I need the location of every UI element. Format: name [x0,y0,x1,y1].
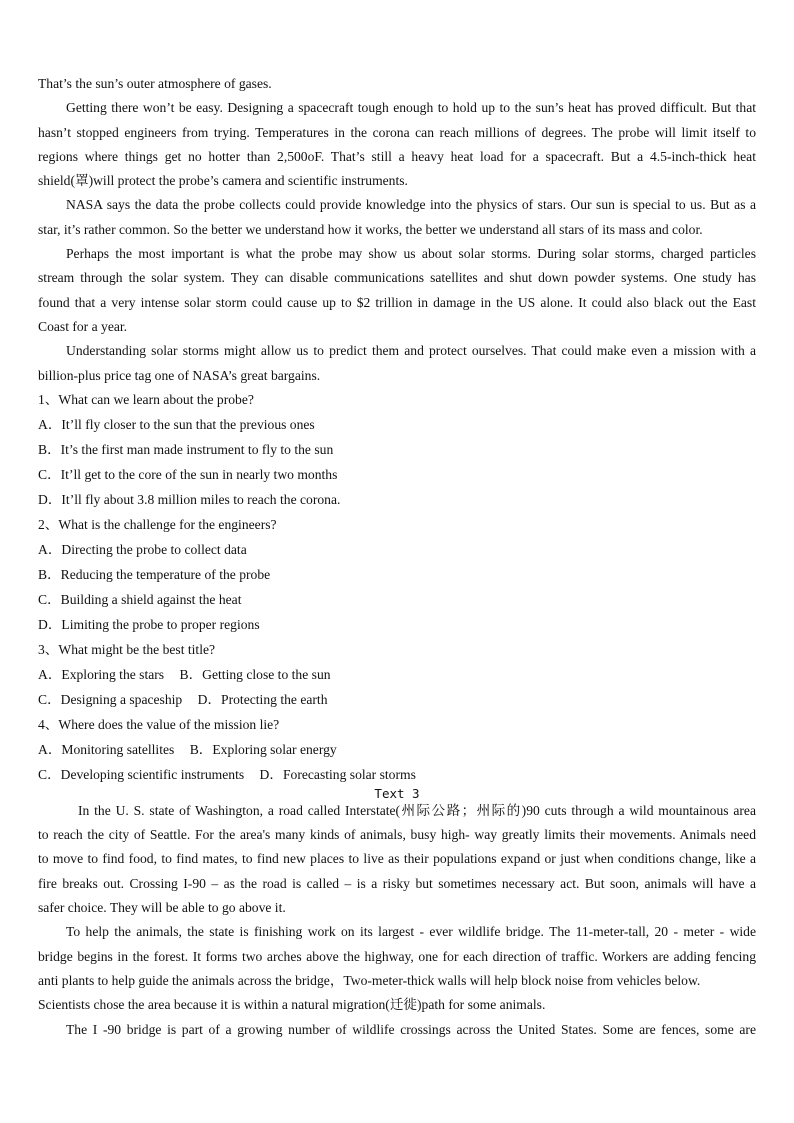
paragraph-bargains [38,342,756,391]
paragraph-line: Scientists chose the area because it is within a natural migration(迁徙)path for some animals. [38,997,546,1013]
option-d: D．It’ll fly about 3.8 million miles to reach the corona. [38,491,341,507]
paragraph-line: star, it’s rather common. So the better we understand how it works, the better we understand all stars of its mass and color. [38,221,703,237]
question-4 [38,716,756,786]
option-a: A．Directing the probe to collect data [38,541,247,557]
paragraph-line: The I -90 bridge is part of a growing number of wildlife crossings across the United States. Some are fences, some are [66,1021,756,1037]
paragraph-line: stream through the solar system. They can disable communications satellites and shut down powder systems. One study has [38,270,756,286]
paragraph-line: bridge begins in the forest. It forms two arches above the highway, one for each direction of traffic. Workers are adding fencing [38,948,756,964]
paragraph-line: Perhaps the most important is what the probe may show us about solar storms. During solar storms, charged particles [66,246,756,262]
option-row [38,766,756,786]
paragraph-line: shield(罩)will protect the probe’s camera and scientific instruments. [38,173,408,189]
paragraph-line: Getting there won’t be easy. Designing a spacecraft tough enough to hold up to the sun’s heat has proved difficult. But that [66,100,756,116]
paragraph-crossings [38,1021,756,1045]
option-a: A．Exploring the stars [38,666,165,682]
option-c: C．Building a shield against the heat [38,591,242,607]
option-a: A．It’ll fly closer to the sun that the previous ones [38,416,315,432]
paragraph-line: Understanding solar storms might allow us to predict them and protect ourselves. That could make even a mission with a [66,343,756,359]
question-1 [38,391,756,516]
paragraph-line: Coast for a year. [38,318,128,334]
paragraph-line: To help the animals, the state is finishing work on its largest - ever wildlife bridge. The 11-meter-tall, 20 - meter - wide [66,924,756,940]
option-c: C．It’ll get to the core of the sun in nearly two months [38,466,338,482]
paragraph-line: That’s the sun’s outer atmosphere of gases. [38,76,272,91]
paragraph-heat-shield [38,99,756,196]
paragraph-line: NASA says the data the probe collects could provide knowledge into the physics of stars. Our sun is special to us. But as a [66,197,756,213]
option-a: A．Monitoring satellites [38,741,175,757]
paragraph-line: safer choice. They will be able to go above it. [38,900,286,916]
option-b: B．Reducing the temperature of the probe [38,566,271,582]
option-b: B．Getting close to the sun [179,666,331,682]
paragraph-wildlife-bridge [38,923,756,1020]
option-row [38,691,756,716]
option-row [38,666,756,691]
option-c: C．Designing a spaceship [38,691,183,707]
document-page [38,75,756,1045]
paragraph-line: regions where things get no hotter than 2,500oF. That’s still a heavy heat load for a spacecraft. But a 4.5-inch-thick heat [38,148,756,164]
paragraph-line: anti plants to help guide the animals across the bridge，Two-meter-thick walls will help block noise from vehicles below. [38,972,701,988]
paragraph-line: to move to find food, to find mates, to find new places to live as their populations expand or just when conditions change, like a [38,851,756,867]
paragraph-line: found that a very intense solar storm could cause up to $2 trillion in damage in the US alone. It could also black out the East [38,294,756,310]
paragraph-line: billion-plus price tag one of NASA’s great bargains. [38,367,321,383]
option-d: D．Protecting the earth [197,691,328,707]
question-stem: 2、What is the challenge for the engineers? [38,516,277,532]
option-d: D．Forecasting solar storms [259,766,416,782]
option-row [38,741,756,766]
paragraph-interstate [38,802,756,923]
paragraph-stars [38,196,756,245]
question-stem: 4、Where does the value of the mission lie? [38,716,280,732]
option-c: C．Developing scientific instruments [38,766,245,782]
question-stem: 3、What might be the best title? [38,641,216,657]
option-b: B．It’s the first man made instrument to fly to the sun [38,441,334,457]
question-stem: 1、What can we learn about the probe? [38,391,254,407]
option-b: B．Exploring solar energy [189,741,337,757]
paragraph-solar-storms [38,245,756,342]
paragraph-line: hasn’t stopped engineers from trying. Temperatures in the corona can reach millions of degrees. The probe will limit itself to [38,124,756,140]
question-2 [38,516,756,641]
paragraph-line: In the U. S. state of Washington, a road called Interstate(州际公路；州际的)90 cuts through a wild mountainous area [78,802,756,818]
section-title: Text 3 [374,785,420,801]
paragraph-line: to reach the city of Seattle. For the area's many kinds of animals, busy high- way greatly limits their movements. Animals need [38,827,756,843]
paragraph-line: fire breaks out. Crossing I-90 – as the road is called – is a risky but sometimes necessary act. But soon, animals will have a [38,875,756,891]
option-d: D．Limiting the probe to proper regions [38,616,260,632]
question-3 [38,641,756,716]
